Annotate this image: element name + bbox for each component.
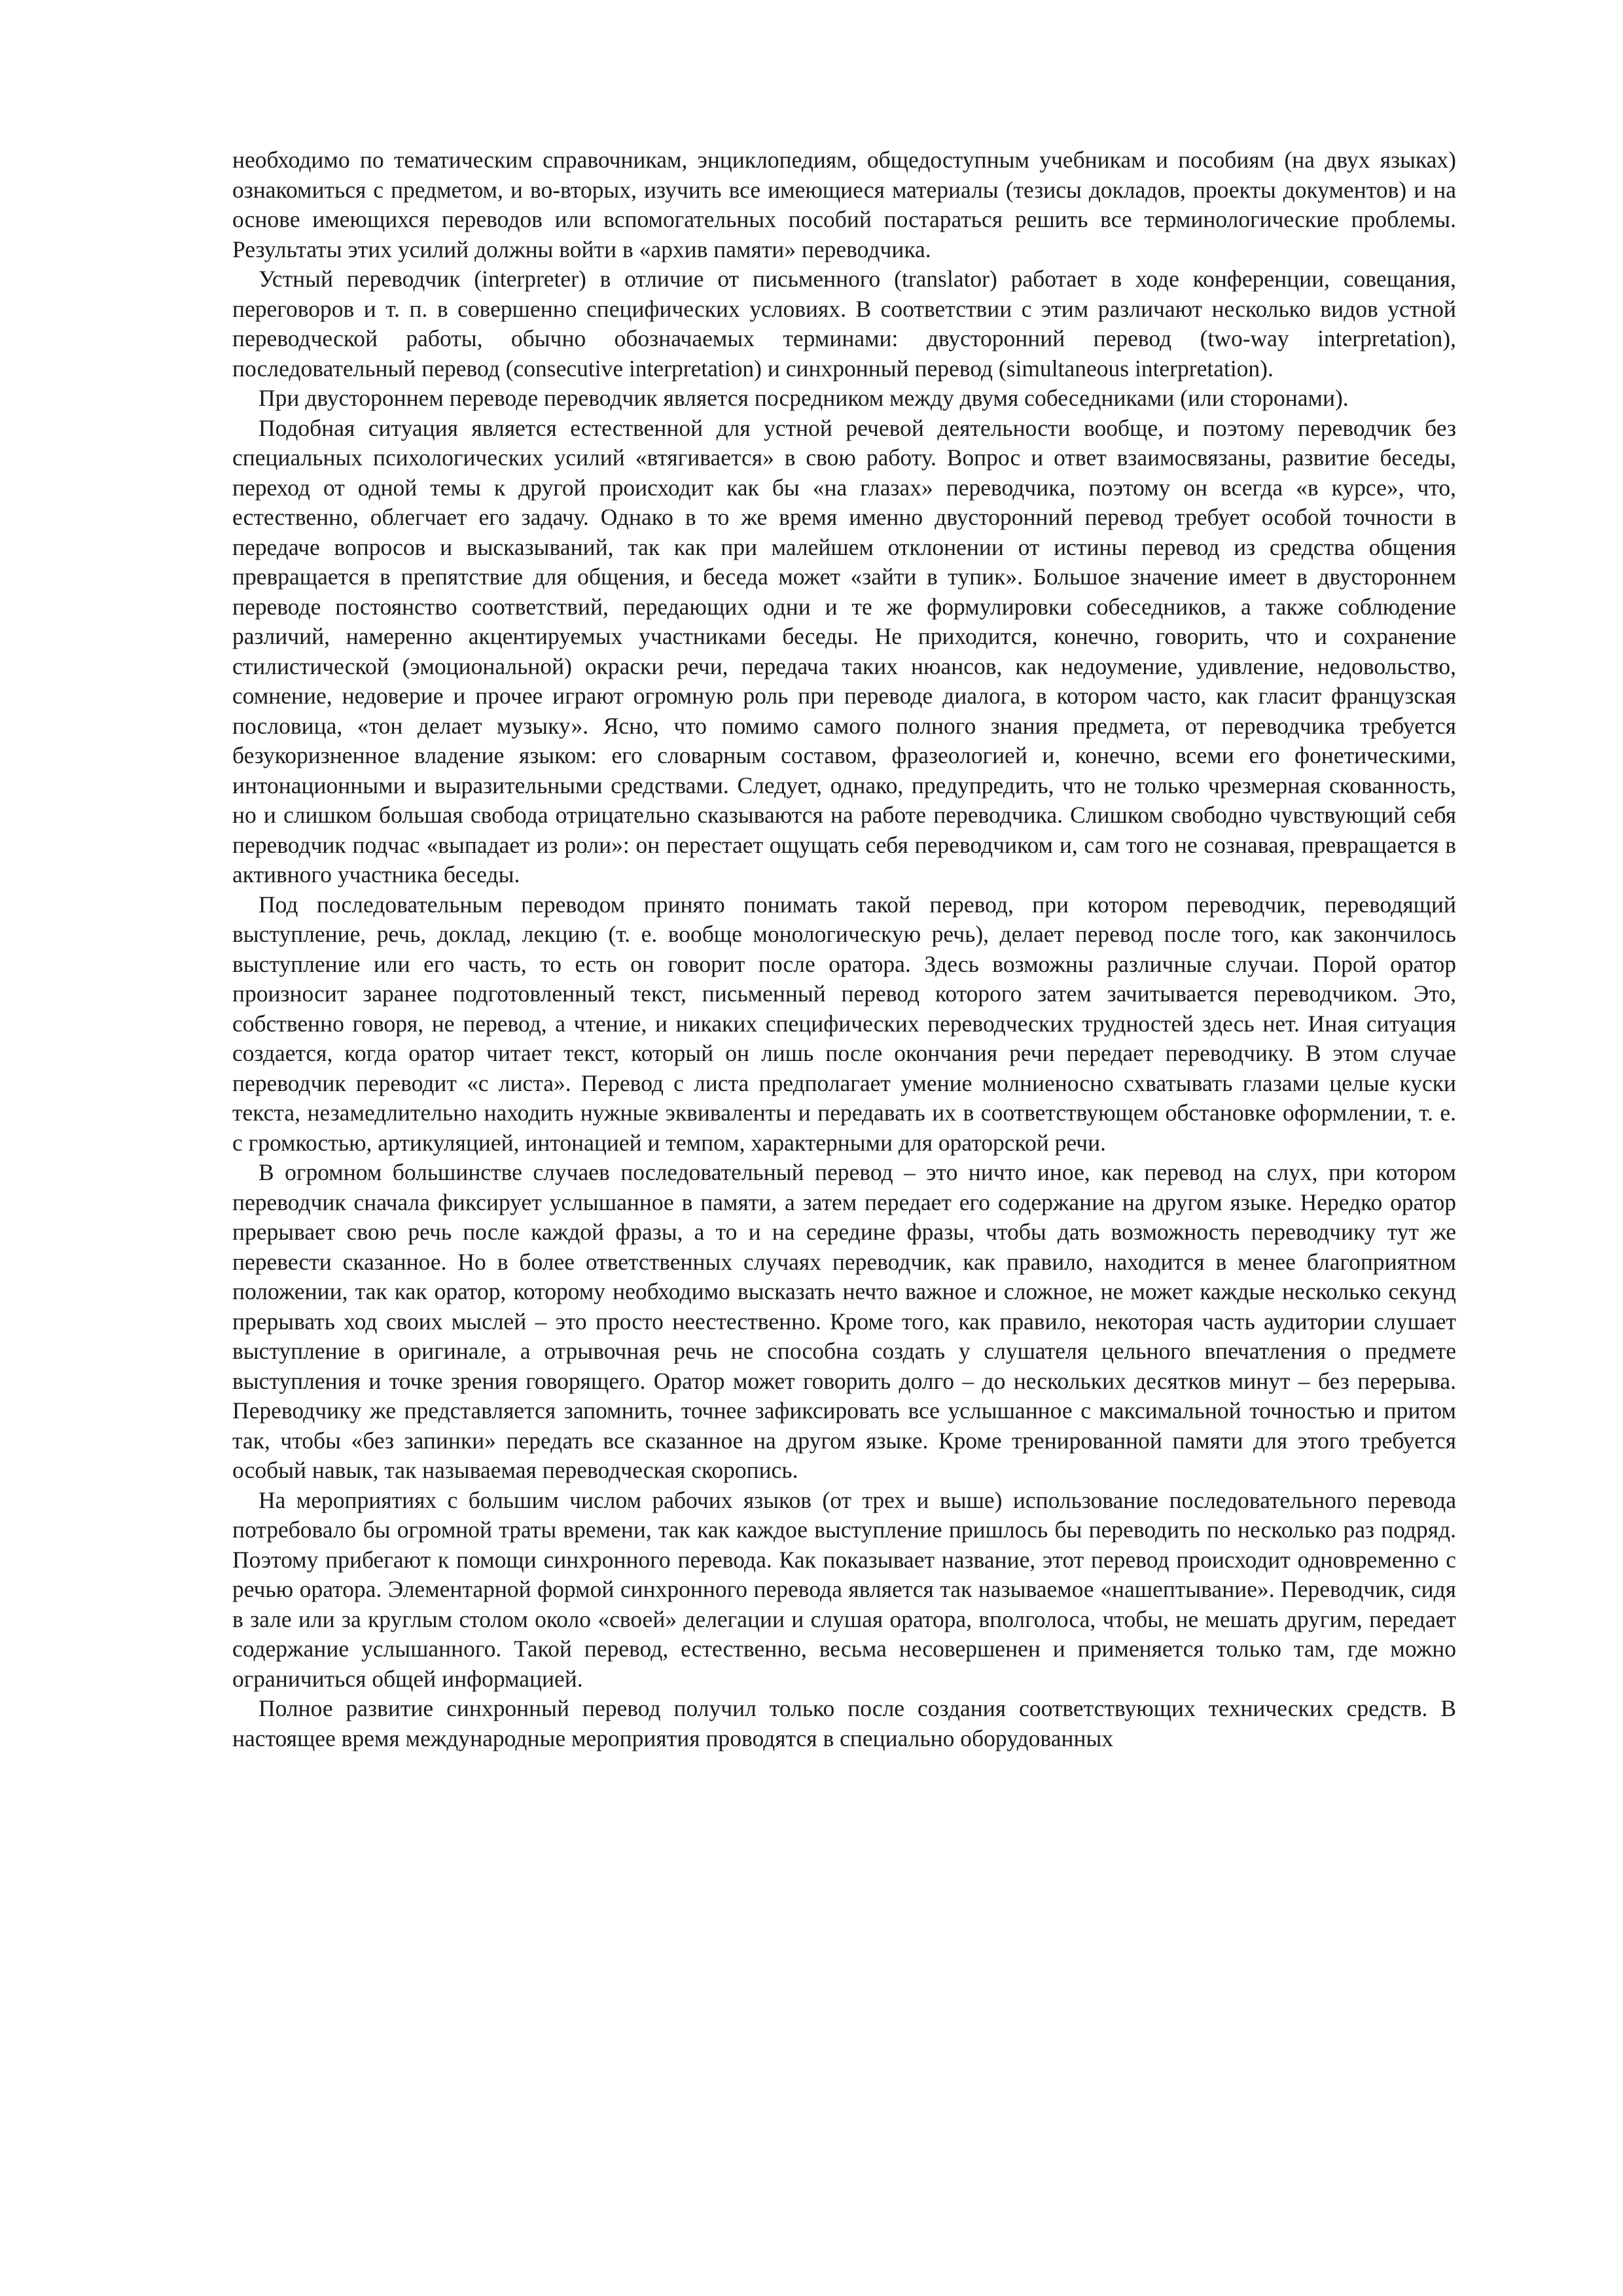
body-text bbox=[232, 145, 1456, 1753]
paragraph-consecutive-details: В огромном большинстве случаев последовательный перевод – это ничто иное, как перевод на слух, при котором переводчик сначала фиксирует услышанное в памяти, а затем передает его содержание на другом языке. Нередко оратор прерывает свою речь после каждой фразы, а то и на середине фразы, чтобы дать возможность переводчику тут же перевести сказанное. Но в более ответственных случаях переводчик, как правило, находится в менее благоприятном положении, так как оратор, которому необходимо высказать нечто важное и сложное, не может каждые несколько секунд прерывать ход своих мыслей – это просто неестественно. Кроме того, как правило, некоторая часть аудитории слушает выступление в оригинале, а отрывочная речь не способна создать у слушателя цельного впечатления о предмете выступления и точке зрения говорящего. Оратор может говорить долго – до нескольких десятков минут – без перерыва. Переводчику же представляется запомнить, точнее зафиксировать все услышанное с максимальной точностью и притом так, чтобы «без запинки» передать все сказанное на другом языке. Кроме тренированной памяти для этого требуется особый навык, так называемая переводческая скоропись. bbox=[232, 1159, 1456, 1483]
paragraph-continuation: необходимо по тематическим справочникам, энциклопедиям, общедоступным учебникам и пособиям (на двух языках) ознакомиться с предметом, и во-вторых, изучить все имеющиеся материалы (тезисы докладов, проекты документов) и на основе имеющихся переводов или вспомогательных пособий постараться решить все терминологические проблемы. Результаты этих усилий должны войти в «архив памяти» переводчика. bbox=[232, 147, 1456, 262]
paragraph-consecutive-definition: Под последовательным переводом принято понимать такой перевод, при котором переводчик, переводящий выступление, речь, доклад, лекцию (т. е. вообще монологическую речь), делает перевод после того, как закончилось выступление или его часть, то есть он говорит после оратора. Здесь возможны различные случаи. Порой оратор произносит заранее подготовленный текст, письменный перевод которого затем зачитывается переводчиком. Это, собственно говоря, не перевод, а чтение, и никаких специфических переводческих трудностей здесь нет. Иная ситуация создается, когда оратор читает текст, который он лишь после окончания речи передает переводчику. В этом случае переводчик переводит «с листа». Перевод с листа предполагает умение молниеносно схватывать глазами целые куски текста, незамедлительно находить нужные эквиваленты и передавать их в соответствующем обстановке оформлении, т. е. с громкостью, артикуляцией, интонацией и темпом, характерными для ораторской речи. bbox=[232, 891, 1456, 1156]
paragraph-two-way-details: Подобная ситуация является естественной для устной речевой деятельности вообще, и поэтому переводчик без специальных психологических усилий «втягивается» в свою работу. Вопрос и ответ взаимосвязаны, развитие беседы, переход от одной темы к другой происходит как бы «на глазах» переводчика, поэтому он всегда «в курсе», что, естественно, облегчает его задачу. Однако в то же время именно двусторонний перевод требует особой точности в передаче вопросов и высказываний, так как при малейшем отклонении от истины перевод из средства общения превращается в препятствие для общения, и беседа может «зайти в тупик». Большое значение имеет в двустороннем переводе постоянство соответствий, передающих одни и те же формулировки собеседников, а также соблюдение различий, намеренно акцентируемых участниками беседы. Не приходится, конечно, говорить, что и сохранение стилистической (эмоциональной) окраски речи, передача таких нюансов, как недоумение, удивление, недовольство, сомнение, недоверие и прочее играют огромную роль при переводе диалога, в котором часто, как гласит французская пословица, «тон делает музыку». Ясно, что помимо самого полного знания предмета, от переводчика требуется безукоризненное владение языком: его словарным составом, фразеологией и, конечно, всеми его фонетическими, интонационными и выразительными средствами. Следует, однако, предупредить, что не только чрезмерная скованность, но и слишком большая свобода отрицательно сказываются на работе переводчика. Слишком свободно чувствующий себя переводчик подчас «выпадает из роли»: он перестает ощущать себя переводчиком и, сам того не сознавая, превращается в активного участника беседы. bbox=[232, 414, 1456, 888]
paragraph-interpreter-types: Устный переводчик (interpreter) в отличие от письменного (translator) работает в ходе конференции, совещания, переговоров и т. п. в совершенно специфических условиях. В соответствии с этим различают несколько видов устной переводческой работы, обычно обозначаемых терминами: двусторонний перевод (two-way interpretation), последовательный перевод (consecutive interpretation) и синхронный перевод (simultaneous interpretation). bbox=[232, 266, 1456, 382]
paragraph-simultaneous-technical: Полное развитие синхронный перевод получил только после создания соответствующих технических средств. В настоящее время международные мероприятия проводятся в специально оборудованных bbox=[232, 1695, 1456, 1751]
paragraph-two-way-definition: При двустороннем переводе переводчик является посредником между двумя собеседниками (или сторонами). bbox=[259, 385, 1349, 411]
paragraph-simultaneous-intro: На мероприятиях с большим числом рабочих языков (от трех и выше) использование последовательного перевода потребовало бы огромной траты времени, так как каждое выступление пришлось бы переводить по несколько раз подряд. Поэтому прибегают к помощи синхронного перевода. Как показывает название, этот перевод происходит одновременно с речью оратора. Элементарной формой синхронного перевода является так называемое «нашептывание». Переводчик, сидя в зале или за круглым столом около «своей» делегации и слушая оратора, вполголоса, чтобы, не мешать другим, передает содержание услышанного. Такой перевод, естественно, весьма несовершенен и применяется только там, где можно ограничиться общей информацией. bbox=[232, 1486, 1456, 1692]
